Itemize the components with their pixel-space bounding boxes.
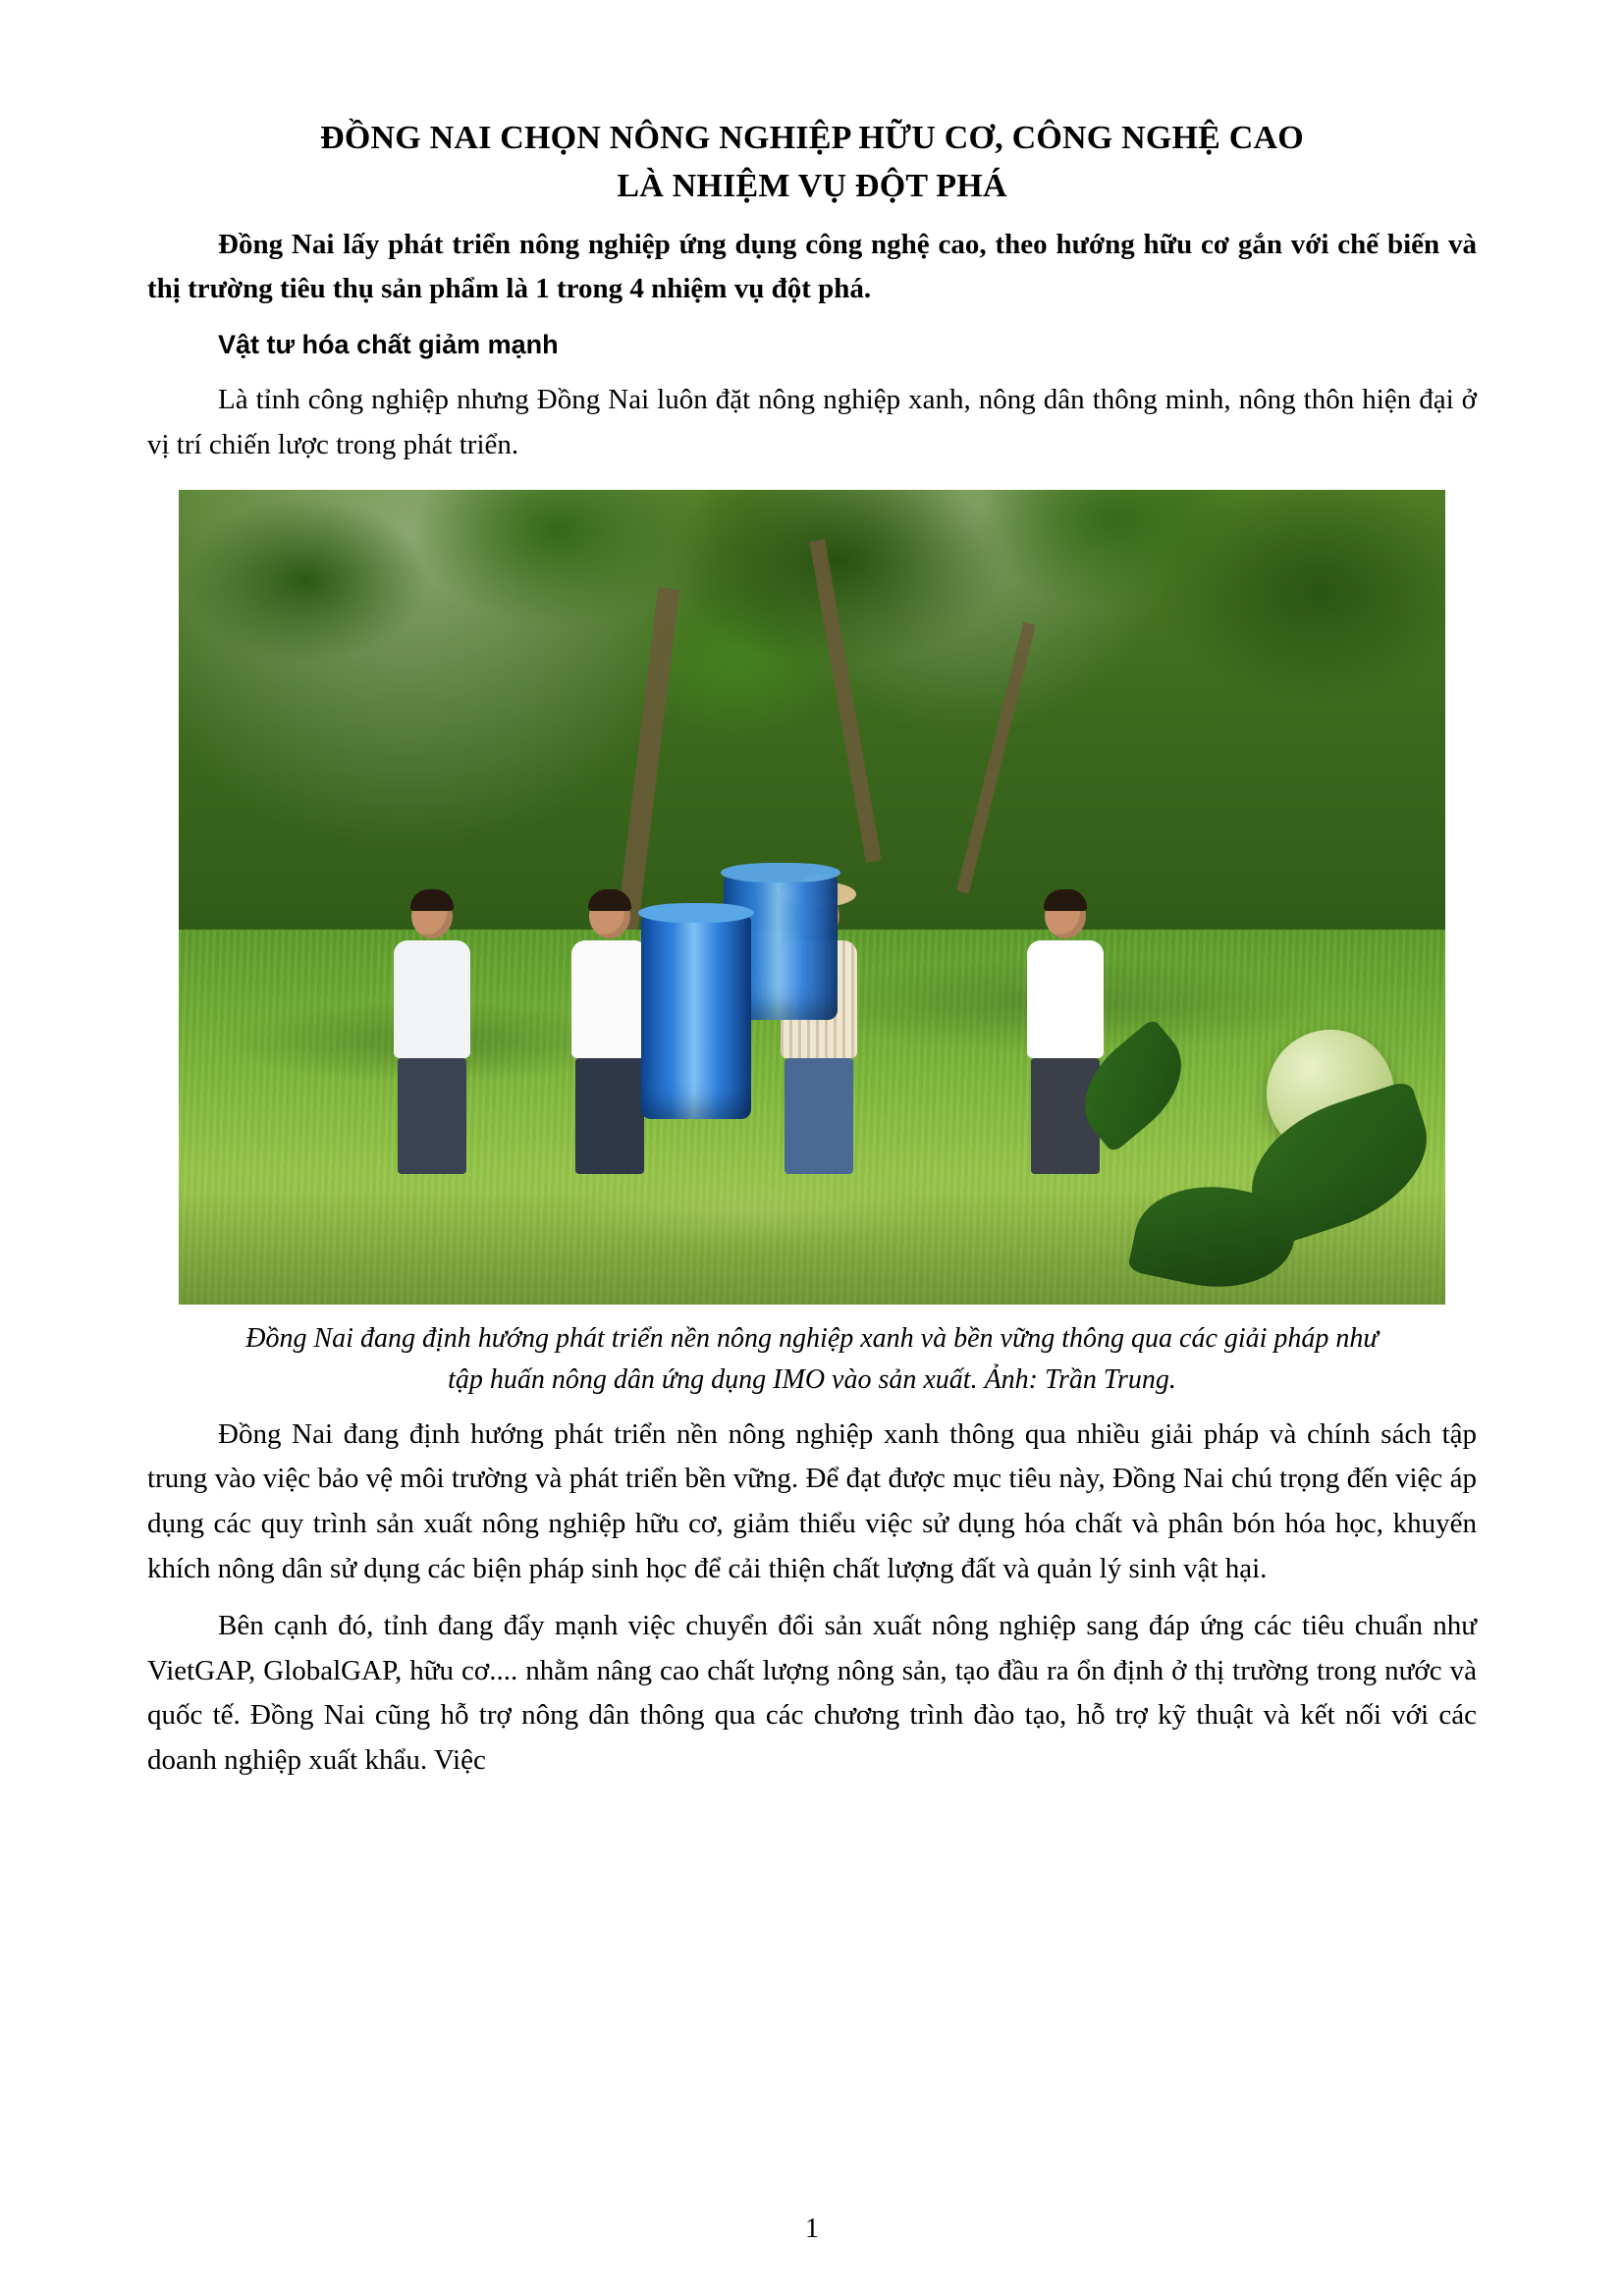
person-trousers (398, 1058, 466, 1174)
person-hair (588, 889, 631, 911)
section-subheading: Vật tư hóa chất giảm mạnh (218, 330, 559, 360)
person-head (589, 893, 630, 938)
person-head (411, 893, 453, 938)
body-paragraph-3: Bên cạnh đó, tỉnh đang đẩy mạnh việc chuyển đổi sản xuất nông nghiệp sang đáp ứng các tiêu chuẩn như VietGAP, GlobalGAP, hữu cơ.... nhằm nâng cao chất lượng nông sản, tạo đầu ra ổn định ở thị trường trong nước và quốc tế. Đồng Nai cũng hỗ trợ nông dân thông qua các chương trình đào tạo, hỗ trợ kỹ thuật và kết nối với các doanh nghiệp xuất khẩu. Việc (147, 1609, 1477, 1777)
page-title (147, 114, 1477, 211)
body-paragraph-1: Là tỉnh công nghiệp nhưng Đồng Nai luôn đặt nông nghiệp xanh, nông dân thông minh, nông thôn hiện đại ở vị trí chiến lược trong phát triển. (147, 383, 1477, 460)
photo-vignette (179, 1174, 1445, 1305)
lead-paragraph: Đồng Nai lấy phát triển nông nghiệp ứng dụng công nghệ cao, theo hướng hữu cơ gắn với chế biến và thị trường tiêu thụ sản phẩm là 1 trong 4 nhiệm vụ đột phá. (147, 228, 1477, 305)
person-shirt (571, 940, 648, 1058)
figure-image (179, 490, 1445, 1305)
blue-barrel (641, 913, 751, 1119)
title-line-1: ĐỒNG NAI CHỌN NÔNG NGHIỆP HỮU CƠ, CÔNG NGHỆ CAO (320, 120, 1304, 156)
body-paragraph-2: Đồng Nai đang định hướng phát triển nền nông nghiệp xanh thông qua nhiều giải pháp và chính sách tập trung vào việc bảo vệ môi trường và phát triển bền vững. Để đạt được mục tiêu này, Đồng Nai chú trọng đến việc áp dụng các quy trình sản xuất nông nghiệp hữu cơ, giảm thiểu việc sử dụng hóa chất và phân bón hóa học, khuyến khích nông dân sử dụng các biện pháp sinh học để cải thiện chất lượng đất và quản lý sinh vật hại. (147, 1417, 1477, 1584)
person-trousers (785, 1058, 853, 1174)
person-figure (571, 893, 648, 1174)
figure-caption: Đồng Nai đang định hướng phát triển nền nông nghiệp xanh và bền vững thông qua các giải pháp như tập huấn nông dân ứng dụng IMO vào sản xuất. Ảnh: Trần Trung. (245, 1322, 1379, 1395)
figure (147, 490, 1477, 1401)
barrel-lid (638, 903, 754, 923)
person-trousers (575, 1058, 644, 1174)
person-figure (394, 893, 470, 1174)
person-shirt (1027, 940, 1104, 1058)
person-hair (410, 889, 454, 911)
person-figure (1027, 893, 1104, 1174)
person-hair (1044, 889, 1087, 911)
barrel-lid (721, 863, 840, 882)
title-line-2: LÀ NHIỆM VỤ ĐỘT PHÁ (617, 168, 1007, 205)
person-shirt (394, 940, 470, 1058)
person-head (1045, 893, 1086, 938)
page-number: 1 (805, 2214, 819, 2244)
